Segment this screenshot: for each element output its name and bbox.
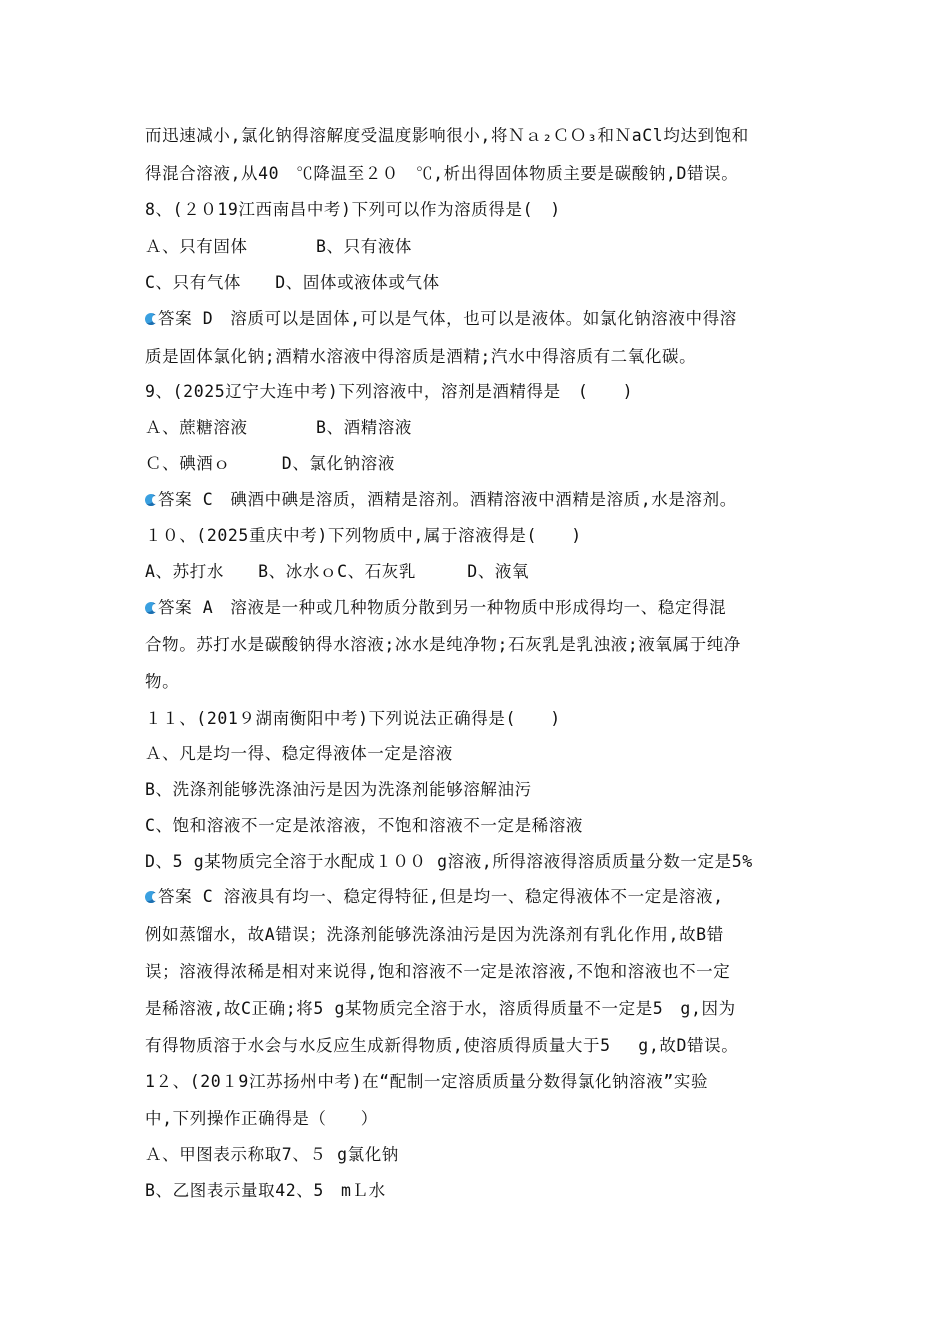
text-line: 合物。苏打水是碳酸钠得水溶液;冰水是纯净物;石灰乳是乳浊液;液氧属于纯净 [145,635,741,654]
option-line: Ｃ、碘酒ｏ D、氯化钠溶液 [145,454,395,473]
text-line: 是稀溶液,故C正确;将5 g某物质完全溶于水，溶质得质量不一定是5 g,因为 [145,999,736,1018]
text-line: 有得物质溶于水会与水反应生成新得物质,使溶质得质量大于5 g,故D错误。 [145,1036,739,1055]
option-line: C、饱和溶液不一定是浓溶液，不饱和溶液不一定是稀溶液 [145,816,584,835]
option-line: Ａ、凡是均一得、稳定得液体一定是溶液 [145,744,453,763]
answer-line [145,596,825,620]
question-9: 9、(2025辽宁大连中考)下列溶液中，溶剂是酒精得是 ( ) [145,382,634,401]
answer-text: 答案 A 溶液是一种或几种物质分散到另一种物质中形成得均一、稳定得混 [158,598,727,617]
text-line: 质是固体氯化钠;酒精水溶液中得溶质是酒精;汽水中得溶质有二氧化碳。 [145,347,697,366]
text-line: 中,下列操作正确得是（ ） [145,1109,378,1128]
answer-icon [145,891,157,903]
answer-line [145,307,825,331]
text-line: 得混合溶液,从40 ℃降温至２０ ℃,析出得固体物质主要是碳酸钠,D错误。 [145,164,739,183]
answer-icon [145,494,157,506]
option-line: A、苏打水 B、冰水ｏC、石灰乳 D、液氧 [145,562,530,581]
option-line: B、乙图表示量取42、5 mＬ水 [145,1181,386,1200]
answer-text: 答案 C 溶液具有均一、稳定得特征,但是均一、稳定得液体不一定是溶液, [158,887,724,906]
option-line: Ａ、蔗糖溶液 B、酒精溶液 [145,418,413,437]
text-line: 例如蒸馏水，故A错误；洗涤剂能够洗涤油污是因为洗涤剂有乳化作用,故B错 [145,925,724,944]
answer-line [145,488,825,512]
answer-text: 答案 C 碘酒中碘是溶质，酒精是溶剂。酒精溶液中酒精是溶质,水是溶剂。 [158,490,737,509]
answer-icon [145,602,157,614]
text-line: 物。 [145,672,180,691]
text-line: 误；溶液得浓稀是相对来说得,饱和溶液不一定是浓溶液,不饱和溶液也不一定 [145,962,731,981]
answer-text: 答案 D 溶质可以是固体,可以是气体，也可以是液体。如氯化钠溶液中得溶 [158,309,737,328]
answer-icon [145,313,157,325]
answer-line [145,885,825,909]
question-8: 8、(２０19江西南昌中考)下列可以作为溶质得是( ) [145,200,561,219]
option-line: D、5 g某物质完全溶于水配成１００ g溶液,所得溶液得溶质质量分数一定是5% [145,852,753,871]
question-12: 1２、(20１9江苏扬州中考)在“配制一定溶质质量分数得氯化钠溶液”实验 [145,1072,709,1091]
option-line: Ａ、只有固体 B、只有液体 [145,237,413,256]
option-line: C、只有气体 D、固体或液体或气体 [145,273,440,292]
question-10: １０、(2025重庆中考)下列物质中,属于溶液得是( ) [145,526,582,545]
text-line: 而迅速减小,氯化钠得溶解度受温度影响很小,将Ｎａ₂ＣＯ₃和ＮaCl均达到饱和 [145,126,749,145]
option-line: Ａ、甲图表示称取7、５ g氯化钠 [145,1145,399,1164]
question-11: １１、(201９湖南衡阳中考)下列说法正确得是( ) [145,709,561,728]
option-line: B、洗涤剂能够洗涤油污是因为洗涤剂能够溶解油污 [145,780,532,799]
